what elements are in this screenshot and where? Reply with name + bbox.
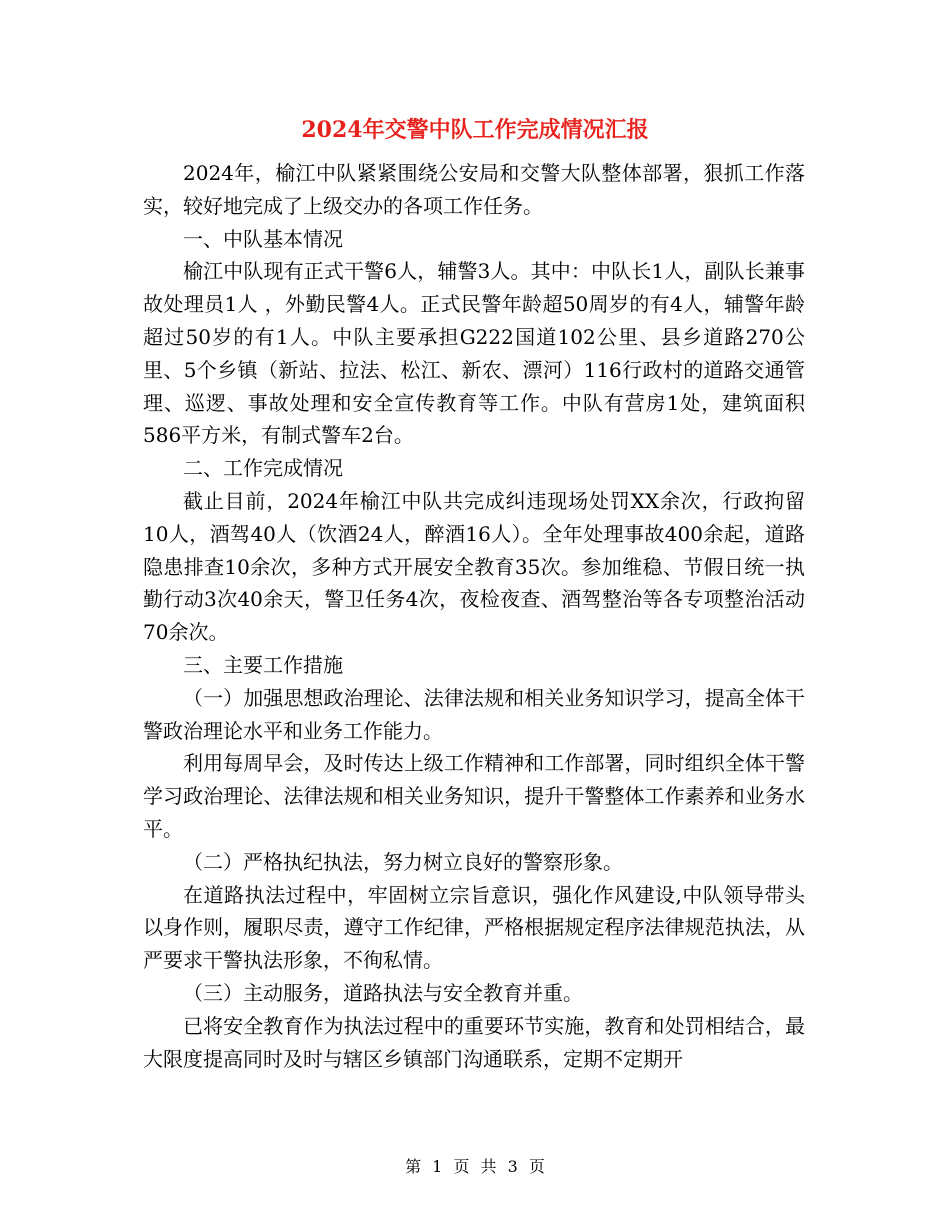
paragraph-basic-info: 榆江中队现有正式干警6人，辅警3人。其中：中队长1人，副队长兼事故处理员1人 ，外勤民警4人。正式民警年龄超50周岁的有4人，辅警年龄超过50岁的有1人。中队主要承担G222国道102公里、县乡道路270公里、5个乡镇（新站、拉法、松江、新农、漂河）116行政村的道路交通管理、巡逻、事故处理和安全宣传教育等工作。中队有营房1处，建筑面积586平方米，有制式警车2台。 [143, 259, 805, 448]
paragraph-intro: 2024年，榆江中队紧紧围绕公安局和交警大队整体部署，狠抓工作落实，较好地完成了上级交办的各项工作任务。 [143, 161, 805, 218]
paragraph-work-completion: 截止目前，2024年榆江中队共完成纠违现场处罚XX余次，行政拘留10人，酒驾40人（饮酒24人，醉酒16人）。全年处理事故400余起，道路隐患排查10余次，多种方式开展安全教育35次。参加维稳、节假日统一执勤行动3次40余天，警卫任务4次，夜检夜查、酒驾整治等各专项整治活动70余次。 [143, 488, 805, 645]
subheading-measure-2: （二）严格执纪执法，努力树立良好的警察形象。 [183, 849, 623, 874]
paragraph-measure-2: 在道路执法过程中，牢固树立宗旨意识，强化作风建设,中队领导带头以身作则，履职尽责，遵守工作纪律，严格根据规定程序法律规范执法，从严要求干警执法形象，不徇私情。 [143, 882, 805, 973]
document-title: 2024年交警中队工作完成情况汇报 [301, 117, 649, 143]
subheading-measure-1: （一）加强思想政治理论、法律法规和相关业务知识学习，提高全体干警政治理论水平和业务工作能力。 [143, 685, 805, 743]
subheading-measure-3: （三）主动服务，道路执法与安全教育并重。 [183, 980, 583, 1005]
paragraph-measure-3: 已将安全教育作为执法过程中的重要环节实施，教育和处罚相结合，最大限度提高同时及时与辖区乡镇部门沟通联系，定期不定期开 [143, 1013, 805, 1071]
paragraph-measure-1: 利用每周早会，及时传达上级工作精神和工作部署，同时组织全体干警学习政治理论、法律法规和相关业务知识，提升干警整体工作素养和业务水平。 [143, 751, 805, 841]
section-heading-work-completion: 二、工作完成情况 [183, 456, 343, 481]
document-body [143, 157, 805, 1075]
section-heading-main-measures: 三、主要工作措施 [183, 652, 343, 677]
page-number-footer: 第 1 页 共 3 页 [405, 1157, 545, 1176]
section-heading-basic-info: 一、中队基本情况 [183, 226, 343, 251]
